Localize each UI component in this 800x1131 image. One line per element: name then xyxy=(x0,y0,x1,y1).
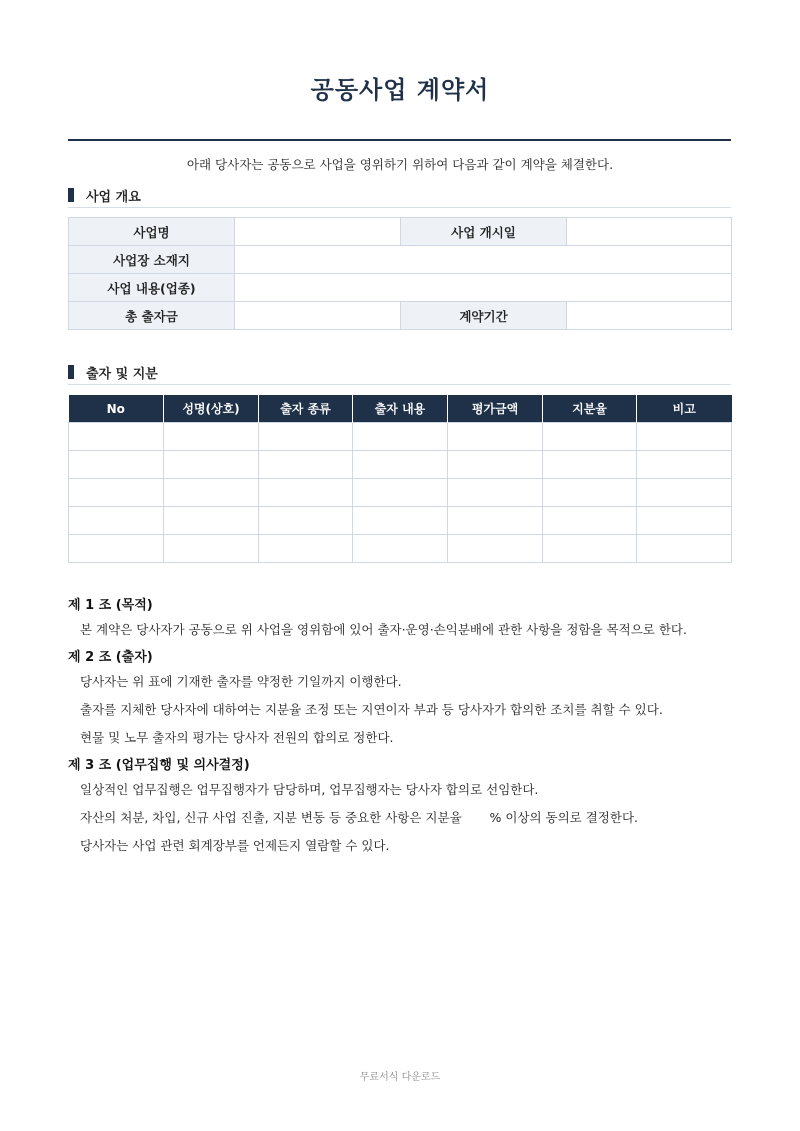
contract-period-field[interactable] xyxy=(567,302,732,330)
table-cell[interactable] xyxy=(637,423,732,451)
table-cell[interactable] xyxy=(353,535,448,563)
title-divider xyxy=(68,139,731,141)
page-title: 공동사업 계약서 xyxy=(310,76,490,104)
total-investment-label: 총 출자금 xyxy=(69,302,235,330)
table-row xyxy=(69,535,732,563)
table-row xyxy=(69,246,732,274)
article-title: 제 1 조 (목적) xyxy=(68,598,153,613)
table-row xyxy=(69,423,732,451)
table-cell[interactable] xyxy=(69,451,164,479)
table-cell[interactable] xyxy=(543,479,637,507)
table-cell[interactable] xyxy=(448,535,543,563)
table-cell[interactable] xyxy=(637,507,732,535)
contract-articles xyxy=(68,596,731,864)
business-overview-table xyxy=(68,217,732,330)
table-cell[interactable] xyxy=(164,535,259,563)
column-header-no: No xyxy=(69,395,164,423)
table-cell[interactable] xyxy=(259,479,353,507)
description-label: 사업 내용(업종) xyxy=(69,274,235,302)
table-row xyxy=(69,479,732,507)
table-cell[interactable] xyxy=(259,423,353,451)
start-date-label: 사업 개시일 xyxy=(401,218,567,246)
table-cell[interactable] xyxy=(353,507,448,535)
location-label: 사업장 소재지 xyxy=(69,246,235,274)
table-row xyxy=(69,451,732,479)
column-header-type: 출자 종류 xyxy=(259,395,353,423)
table-cell[interactable] xyxy=(637,535,732,563)
column-header-name: 성명(상호) xyxy=(164,395,259,423)
table-cell[interactable] xyxy=(164,451,259,479)
column-header-note: 비고 xyxy=(637,395,732,423)
table-cell[interactable] xyxy=(164,423,259,451)
business-name-field[interactable] xyxy=(235,218,401,246)
table-cell[interactable] xyxy=(69,479,164,507)
table-header-row xyxy=(69,395,732,423)
section-marker xyxy=(68,365,74,379)
column-header-content: 출자 내용 xyxy=(353,395,448,423)
section-title: 출자 및 지분 xyxy=(86,367,158,382)
table-cell[interactable] xyxy=(543,507,637,535)
article-clause: 자산의 처분, 차입, 신규 사업 진출, 지분 변동 등 중요한 사항은 지분율 % 이상의 동의로 결정한다. xyxy=(80,810,638,825)
section-heading-contributions xyxy=(68,362,731,385)
table-cell[interactable] xyxy=(353,451,448,479)
table-cell[interactable] xyxy=(543,535,637,563)
contract-period-label: 계약기간 xyxy=(401,302,567,330)
table-cell[interactable] xyxy=(69,507,164,535)
article-title: 제 3 조 (업무집행 및 의사결정) xyxy=(68,758,250,773)
section-title: 사업 개요 xyxy=(86,190,141,205)
section-marker xyxy=(68,188,74,202)
article-2 xyxy=(68,648,731,752)
table-cell[interactable] xyxy=(448,507,543,535)
footer-text: 무료서식 다운로드 xyxy=(359,1072,441,1083)
table-row xyxy=(69,218,732,246)
section-heading-overview xyxy=(68,185,731,208)
table-row xyxy=(69,302,732,330)
article-clause: 당사자는 사업 관련 회계장부를 언제든지 열람할 수 있다. xyxy=(80,838,390,853)
location-field[interactable] xyxy=(235,246,732,274)
table-cell[interactable] xyxy=(543,451,637,479)
table-cell[interactable] xyxy=(637,479,732,507)
table-cell[interactable] xyxy=(448,451,543,479)
table-cell[interactable] xyxy=(259,451,353,479)
table-cell[interactable] xyxy=(259,535,353,563)
article-clause: 당사자는 위 표에 기재한 출자를 약정한 기일까지 이행한다. xyxy=(80,674,402,689)
table-cell[interactable] xyxy=(353,479,448,507)
column-header-share: 지분율 xyxy=(543,395,637,423)
table-cell[interactable] xyxy=(353,423,448,451)
article-clause: 현물 및 노무 출자의 평가는 당사자 전원의 합의로 정한다. xyxy=(80,730,394,745)
article-1 xyxy=(68,596,731,644)
table-row xyxy=(69,274,732,302)
business-name-label: 사업명 xyxy=(69,218,235,246)
article-clause: 출자를 지체한 당사자에 대하여는 지분율 조정 또는 지연이자 부과 등 당사자가 합의한 조치를 취할 수 있다. xyxy=(80,702,663,717)
table-cell[interactable] xyxy=(543,423,637,451)
column-header-value: 평가금액 xyxy=(448,395,543,423)
article-title: 제 2 조 (출자) xyxy=(68,650,153,665)
article-clause: 본 계약은 당사자가 공동으로 위 사업을 영위함에 있어 출자·운영·손익분배에 관한 사항을 정함을 목적으로 한다. xyxy=(80,622,687,637)
intro-text: 아래 당사자는 공동으로 사업을 영위하기 위하여 다음과 같이 계약을 체결한다. xyxy=(186,157,614,172)
total-investment-field[interactable] xyxy=(235,302,401,330)
article-clause: 일상적인 업무집행은 업무집행자가 담당하며, 업무집행자는 당사자 합의로 선임한다. xyxy=(80,782,539,797)
table-row xyxy=(69,507,732,535)
table-cell[interactable] xyxy=(448,423,543,451)
table-cell[interactable] xyxy=(164,507,259,535)
table-cell[interactable] xyxy=(259,507,353,535)
table-cell[interactable] xyxy=(637,451,732,479)
start-date-field[interactable] xyxy=(567,218,732,246)
contribution-table xyxy=(68,395,732,563)
table-cell[interactable] xyxy=(448,479,543,507)
article-3 xyxy=(68,756,731,860)
table-cell[interactable] xyxy=(69,535,164,563)
table-cell[interactable] xyxy=(164,479,259,507)
table-cell[interactable] xyxy=(69,423,164,451)
description-field[interactable] xyxy=(235,274,732,302)
